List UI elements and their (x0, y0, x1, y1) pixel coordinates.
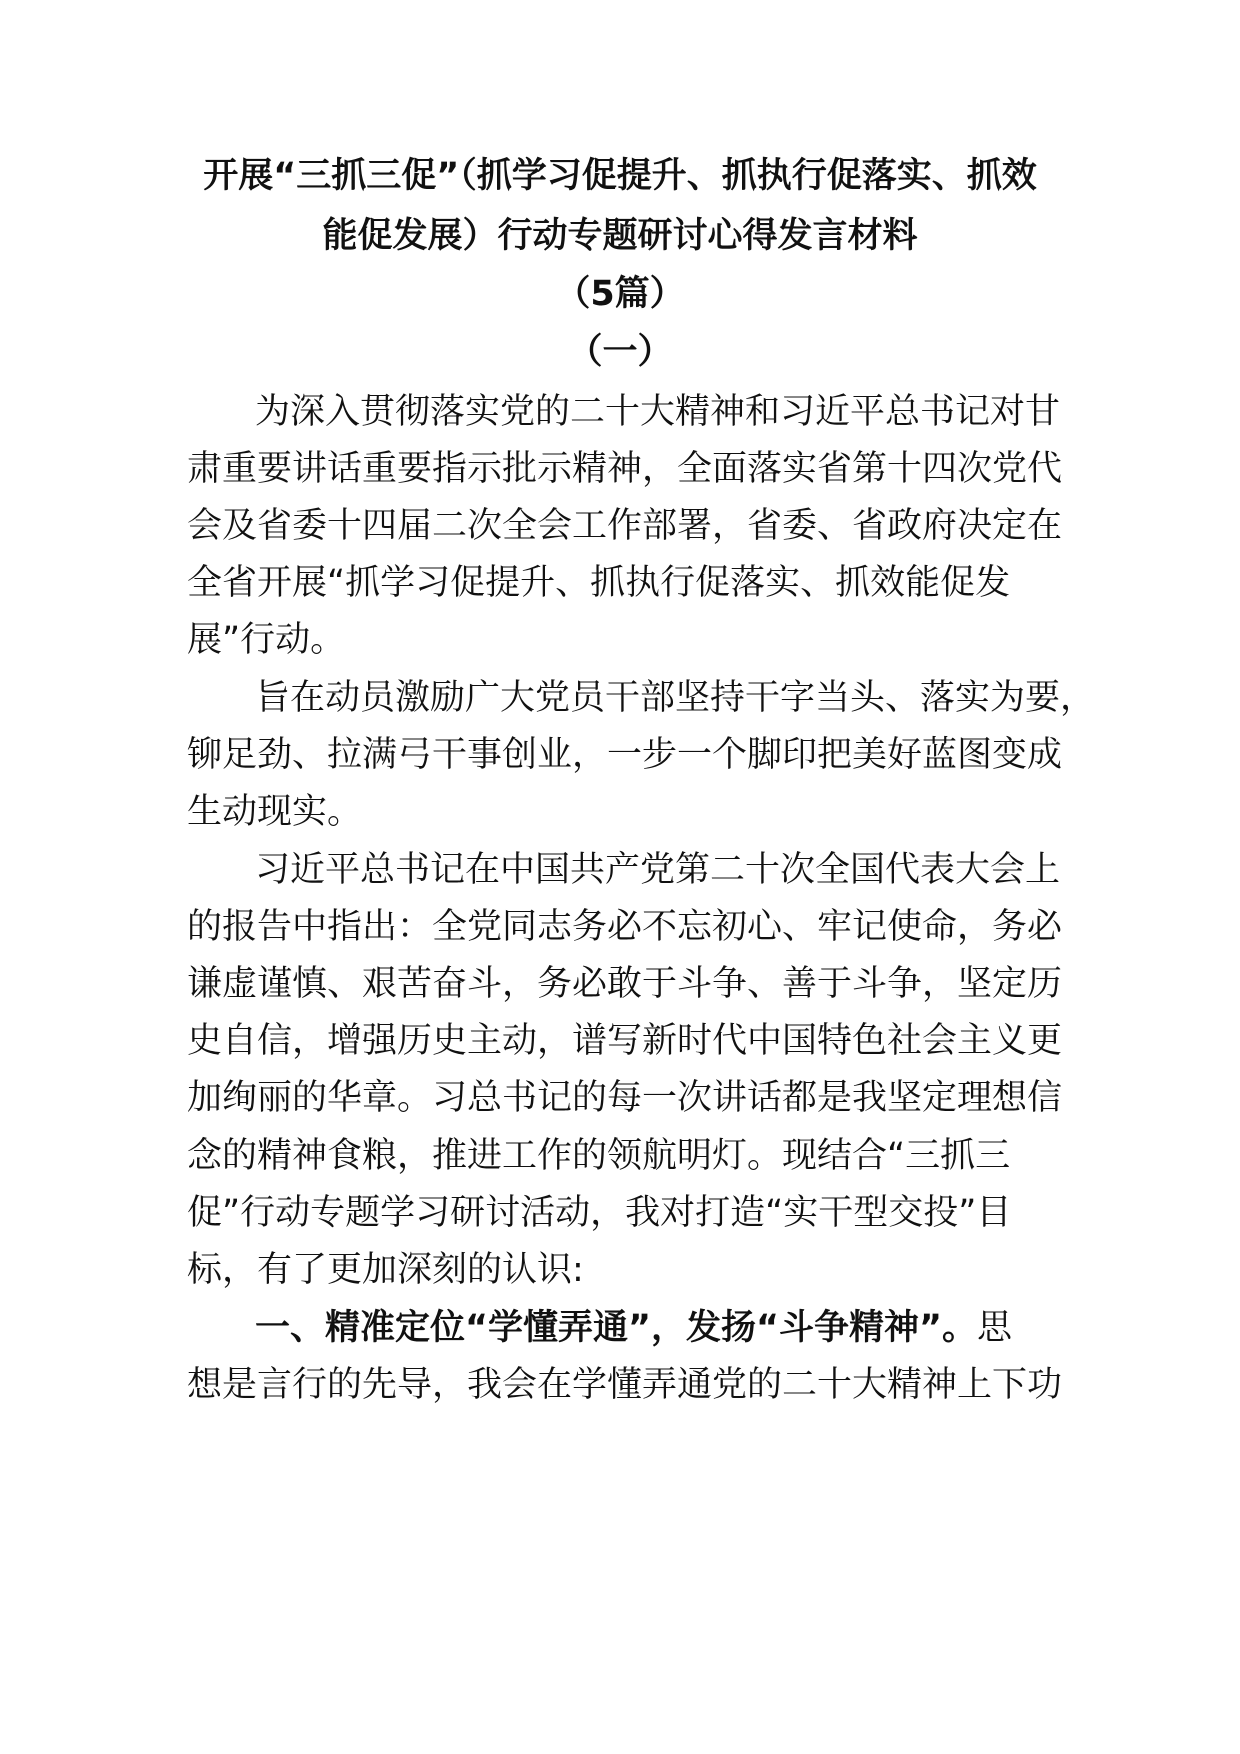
document-title-line-1: 开展“三抓三促”（抓学习促提升、抓执行促落实、抓效 (203, 156, 1037, 196)
paragraph-2-line: 生动现实。 (187, 792, 363, 832)
paragraph-3-line: 的报告中指出：全党同志务必不忘初心、牢记使命，务必 (187, 907, 1063, 947)
paragraph-3-line: 标，有了更加深刻的认识: (187, 1250, 584, 1290)
paragraph-1-line: 为深入贯彻落实党的二十大精神和习近平总书记对甘 (255, 392, 1061, 432)
paragraph-1-line: 全省开展“抓学习促提升、抓执行促落实、抓效能促发 (187, 563, 1011, 603)
paragraph-3-line: 习近平总书记在中国共产党第二十次全国代表大会上 (255, 850, 1061, 890)
document-title-line-2: 能促发展）行动专题研讨心得发言材料 (322, 216, 918, 256)
paragraph-3-line: 史自信，增强历史主动，谱写新时代中国特色社会主义更 (187, 1021, 1063, 1061)
paragraph-2-line: 铆足劲、拉满弓干事创业，一步一个脚印把美好蓝图变成 (187, 735, 1063, 775)
paragraph-4-text: 思 (977, 1308, 1013, 1348)
paragraph-1-line: 展”行动。 (187, 620, 346, 660)
section-marker: （一） (567, 332, 673, 372)
paragraph-4-line (255, 1306, 1155, 1350)
paragraph-3-line: 念的精神食粮，推进工作的领航明灯。现结合“三抓三 (187, 1136, 1011, 1176)
paragraph-2-line: 旨在动员激励广大党员干部坚持干字当头、落实为要， (255, 678, 1096, 718)
section-heading-1: 一、精准定位“学懂弄通”，发扬“斗争精神”。 (255, 1308, 978, 1348)
paragraph-4-line: 想是言行的先导，我会在学懂弄通党的二十大精神上下功 (187, 1365, 1063, 1405)
paragraph-1-line: 肃重要讲话重要指示批示精神，全面落实省第十四次党代 (187, 449, 1063, 489)
paragraph-3-line: 加绚丽的华章。习总书记的每一次讲话都是我坚定理想信 (187, 1078, 1063, 1118)
paragraph-3-line: 谦虚谨慎、艰苦奋斗，务必敢于斗争、善于斗争，坚定历 (187, 964, 1063, 1004)
paragraph-1-line: 会及省委十四届二次全会工作部署，省委、省政府决定在 (187, 506, 1063, 546)
document-title-count: （5篇） (555, 274, 685, 314)
paragraph-3-line: 促”行动专题学习研讨活动，我对打造“实干型交投”目 (187, 1193, 1012, 1233)
